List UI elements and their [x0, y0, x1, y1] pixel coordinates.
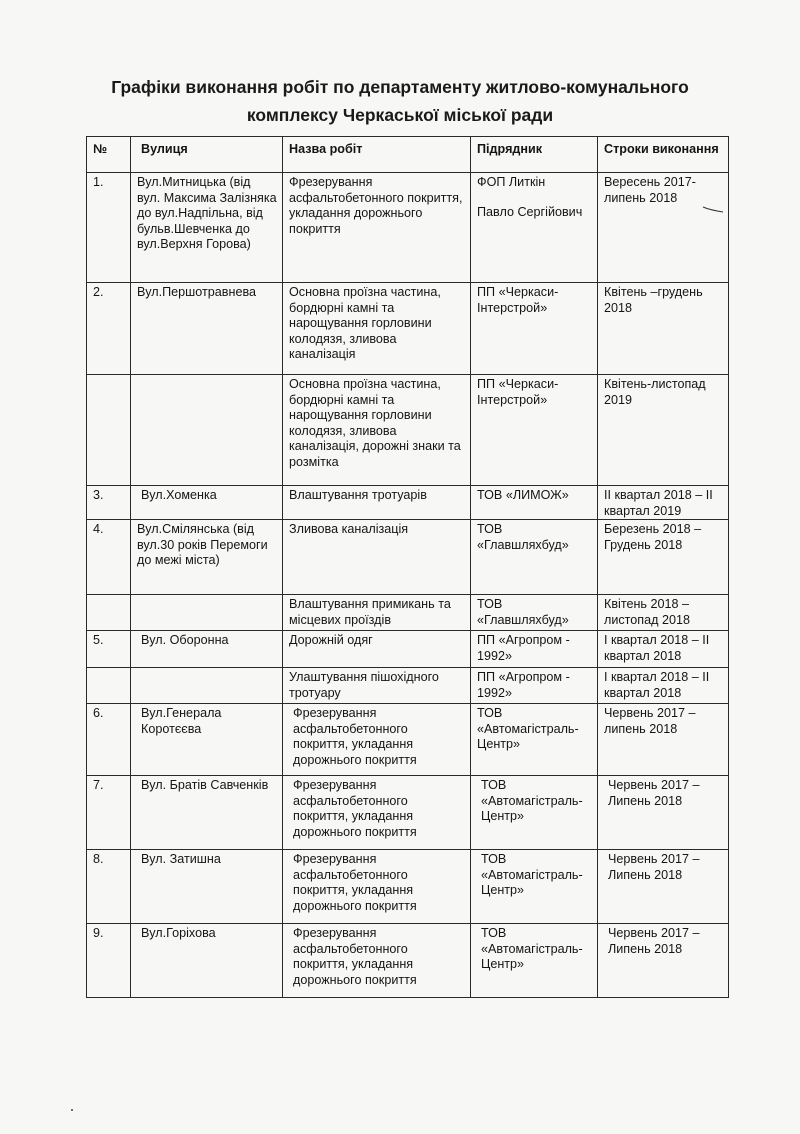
document-title [60, 73, 740, 129]
cell-no: 6. [87, 704, 131, 776]
cell-works: Фрезерування асфальтобетонного покриття, укладання дорожнього покриття [283, 924, 471, 998]
table-row [87, 283, 729, 375]
cell-terms: Вересень 2017-липень 2018 [598, 173, 729, 283]
cell-street: Вул.Смілянська (від вул.30 років Перемоги до межі міста) [131, 520, 283, 595]
contractor-name: ФОП Литкін [477, 175, 546, 189]
cell-works: Фрезерування асфальтобетонного покриття, укладання дорожнього покриття [283, 776, 471, 850]
table-row [87, 668, 729, 704]
header-street: Вулиця [131, 137, 283, 173]
cell-street: Вул. Оборонна [131, 631, 283, 668]
cell-terms: І квартал 2018 – ІІ квартал 2018 [598, 668, 729, 704]
cell-contractor: ТОВ «Автомагістраль-Центр» [471, 850, 598, 924]
cell-terms: Березень 2018 – Грудень 2018 [598, 520, 729, 595]
cell-terms: Червень 2017 – Липень 2018 [598, 850, 729, 924]
cell-contractor: ТОВ «Автомагістраль-Центр» [471, 704, 598, 776]
header-terms: Строки виконання [598, 137, 729, 173]
cell-terms: Квітень-листопад 2019 [598, 375, 729, 486]
cell-street: Вул.Першотравнева [131, 283, 283, 375]
cell-terms: І квартал 2018 – ІІ квартал 2018 [598, 631, 729, 668]
contractor-person: Павло Сергійович [477, 204, 583, 219]
cell-street [131, 375, 283, 486]
cell-street [131, 595, 283, 631]
table-row [87, 704, 729, 776]
cell-contractor: ПП «Черкаси-Інтерстрой» [471, 375, 598, 486]
cell-contractor: ПП «Агропром - 1992» [471, 631, 598, 668]
table-row [87, 486, 729, 520]
cell-contractor: ТОВ «Автомагістраль-Центр» [471, 776, 598, 850]
cell-no [87, 668, 131, 704]
cell-street [131, 668, 283, 704]
cell-terms: Квітень –грудень 2018 [598, 283, 729, 375]
cell-works: Фрезерування асфальтобетонного покриття, укладання дорожнього покриття [283, 850, 471, 924]
pen-mark [702, 205, 724, 213]
header-contractor: Підрядник [471, 137, 598, 173]
cell-no: 9. [87, 924, 131, 998]
table-row [87, 595, 729, 631]
title-line-2: комплексу Черкаської міської ради [246, 105, 554, 125]
title-line-1: Графіки виконання робіт по департаменту житлово-комунального [111, 77, 689, 97]
cell-works: Влаштування примикань та місцевих проїздів [283, 595, 471, 631]
table-header-row [87, 137, 729, 173]
header-works: Назва робіт [283, 137, 471, 173]
cell-street: Вул.Генерала Коротєєва [131, 704, 283, 776]
cell-works: Улаштування пішохідного тротуару [283, 668, 471, 704]
cell-street: Вул.Хоменка [131, 486, 283, 520]
cell-terms: Червень 2017 – Липень 2018 [598, 924, 729, 998]
cell-contractor: ТОВ «ЛИМОЖ» [471, 486, 598, 520]
table-row [87, 173, 729, 283]
cell-street: Вул.Горіхова [131, 924, 283, 998]
works-schedule-table [86, 136, 729, 998]
table-row [87, 375, 729, 486]
cell-no: 4. [87, 520, 131, 595]
cell-works: Фрезерування асфальтобетонного покриття, укладання дорожнього покриття [283, 173, 471, 283]
cell-terms: ІІ квартал 2018 – ІІ квартал 2019 [598, 486, 729, 520]
cell-no: 1. [87, 173, 131, 283]
scan-speck [71, 1109, 73, 1111]
cell-works: Дорожній одяг [283, 631, 471, 668]
cell-no: 2. [87, 283, 131, 375]
cell-no: 8. [87, 850, 131, 924]
cell-terms: Червень 2017 – Липень 2018 [598, 776, 729, 850]
table-row [87, 924, 729, 998]
cell-street: Вул. Затишна [131, 850, 283, 924]
header-no: № [87, 137, 131, 173]
cell-works: Основна проїзна частина, бордюрні камні та нарощування горловини колодязя, зливова каналізація [283, 283, 471, 375]
cell-no: 3. [87, 486, 131, 520]
cell-no: 5. [87, 631, 131, 668]
table-row [87, 520, 729, 595]
cell-works: Фрезерування асфальтобетонного покриття, укладання дорожнього покриття [283, 704, 471, 776]
cell-terms: Квітень 2018 – листопад 2018 [598, 595, 729, 631]
cell-contractor: ТОВ «Автомагістраль-Центр» [471, 924, 598, 998]
cell-contractor [471, 173, 598, 283]
cell-contractor: ПП «Агропром - 1992» [471, 668, 598, 704]
cell-street: Вул. Братів Савченків [131, 776, 283, 850]
cell-works: Влаштування тротуарів [283, 486, 471, 520]
cell-works: Зливова каналізація [283, 520, 471, 595]
cell-terms: Червень 2017 – липень 2018 [598, 704, 729, 776]
cell-no [87, 375, 131, 486]
table-row [87, 776, 729, 850]
table-row [87, 631, 729, 668]
cell-contractor: ТОВ «Главшляхбуд» [471, 520, 598, 595]
cell-no [87, 595, 131, 631]
cell-street: Вул.Митницька (від вул. Максима Залізняка до вул.Надпільна, від бульв.Шевченка до вул.Верхня Горова) [131, 173, 283, 283]
cell-contractor: ПП «Черкаси-Інтерстрой» [471, 283, 598, 375]
cell-no: 7. [87, 776, 131, 850]
cell-contractor: ТОВ «Главшляхбуд» [471, 595, 598, 631]
cell-works: Основна проїзна частина, бордюрні камні та нарощування горловини колодязя, зливова каналізація, дорожні знаки та розмітка [283, 375, 471, 486]
table-row [87, 850, 729, 924]
